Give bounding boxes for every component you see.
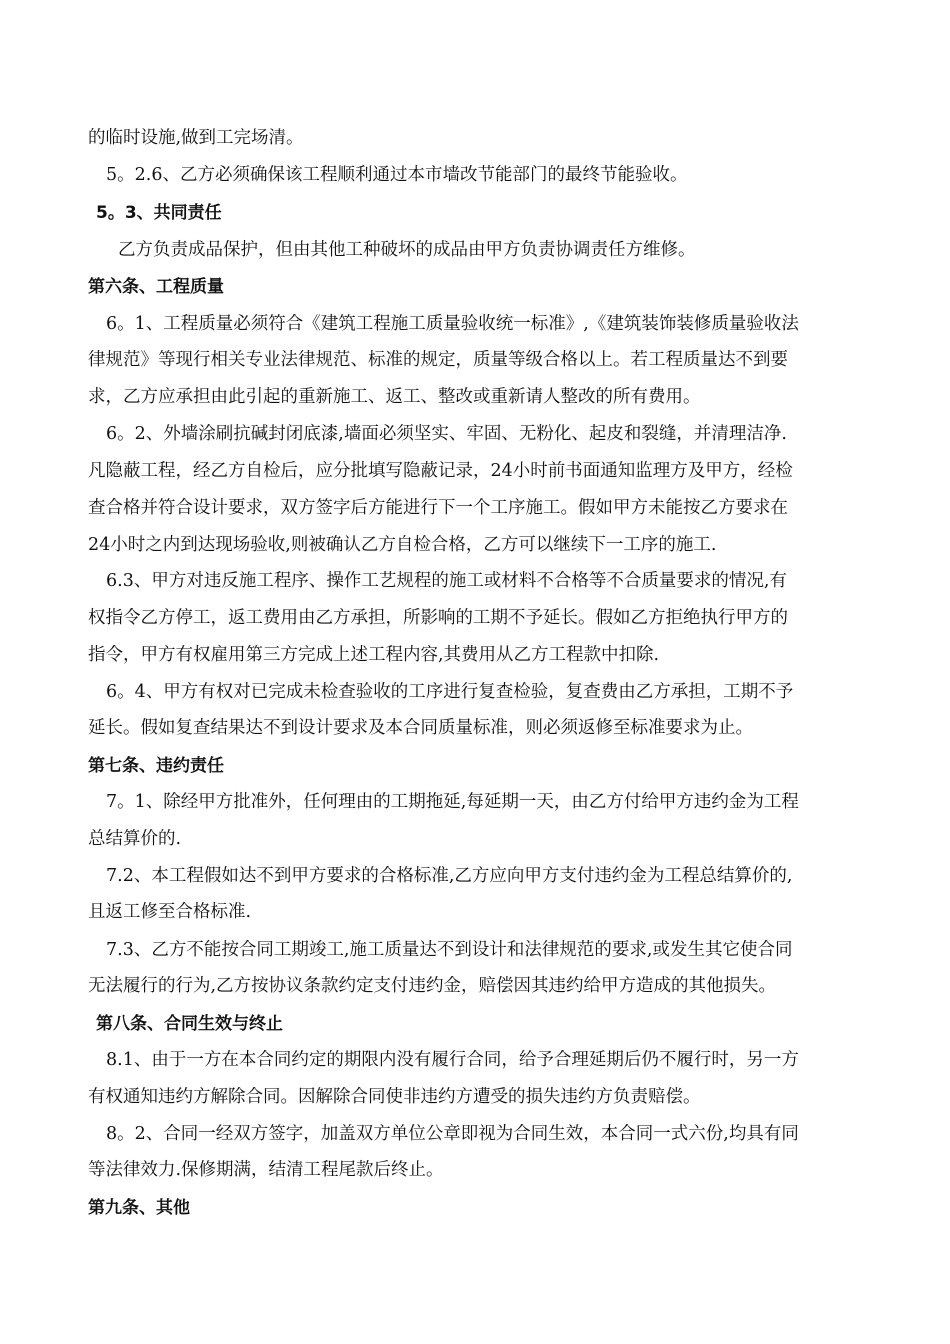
text-line: 等法律效力.保修期满，结清工程尾款后终止。	[88, 1160, 444, 1180]
text-line: 24小时之内到达现场验收,则被确认乙方自检合格，乙方可以继续下一工序的施工.	[88, 535, 717, 555]
text-line: 凡隐蔽工程，经乙方自检后，应分批填写隐蔽记录，24小时前书面通知监理方及甲方，经检	[88, 461, 793, 481]
text-line: 无法履行的行为,乙方按协议条款约定支付违约金，赔偿因其违约给甲方造成的其他损失。	[88, 976, 777, 996]
text-line: 总结算价的.	[88, 829, 182, 849]
heading-article-6: 第六条、工程质量	[88, 277, 224, 297]
clause-6-1: 6。1、工程质量必须符合《建筑工程施工质量验收统一标准》,《建筑装饰装修质量验收法	[106, 314, 799, 334]
text-line: 的临时设施,做到工完场清。	[88, 128, 304, 148]
text-line: 有权通知违约方解除合同。因解除合同使非违约方遭受的损失违约方负责赔偿。	[88, 1087, 701, 1107]
heading-article-8: 第八条、合同生效与终止	[96, 1014, 283, 1034]
text-line: 求，乙方应承担由此引起的重新施工、返工、整改或重新请人整改的所有费用。	[88, 387, 701, 407]
clause-7-2: 7.2、本工程假如达不到甲方要求的合格标准,乙方应向甲方支付违约金为工程总结算价的,	[106, 866, 793, 886]
text-line: 且返工修至合格标准.	[88, 902, 252, 922]
text-line: 律规范》等现行相关专业法律规范、标准的规定，质量等级合格以上。若工程质量达不到要	[88, 350, 788, 370]
text-line: 延长。假如复查结果达不到设计要求及本合同质量标准，则必须返修至标准要求为止。	[88, 718, 753, 738]
clause-6-4: 6。4、甲方有权对已完成未检查验收的工序进行复查检验，复查费由乙方承担，工期不予	[106, 682, 794, 702]
text-line: 乙方负责成品保护，但由其他工种破坏的成品由甲方负责协调责任方维修。	[118, 240, 696, 260]
text-line: 查合格并符合设计要求，双方签字后方能进行下一个工序施工。假如甲方未能按乙方要求在	[88, 498, 788, 518]
text-line: 权指令乙方停工，返工费用由乙方承担，所影响的工期不予延长。假如乙方拒绝执行甲方的	[88, 608, 788, 628]
clause-8-1: 8.1、由于一方在本合同约定的期限内没有履行合同，给予合理延期后仍不履行时，另一方	[106, 1050, 799, 1070]
clause-8-2: 8。2、合同一经双方签字，加盖双方单位公章即视为合同生效，本合同一式六份,均具有同	[106, 1124, 799, 1144]
clause-5-2-6: 5。2.6、乙方必须确保该工程顺利通过本市墙改节能部门的最终节能验收。	[106, 165, 688, 185]
clause-7-3: 7.3、乙方不能按合同工期竣工,施工质量达不到设计和法律规范的要求,或发生其它使合同	[106, 940, 793, 960]
heading-5-3: 5。3、共同责任	[96, 203, 222, 223]
clause-6-2: 6。2、外墙涂刷抗碱封闭底漆,墙面必须坚实、牢固、无粉化、起皮和裂缝，并清理洁净.	[106, 424, 787, 444]
heading-article-9: 第九条、其他	[88, 1198, 190, 1218]
clause-6-3: 6.3、甲方对违反施工程序、操作工艺规程的施工或材料不合格等不合质量要求的情况,有	[106, 571, 787, 591]
heading-article-7: 第七条、违约责任	[88, 756, 224, 776]
text-line: 指令，甲方有权雇用第三方完成上述工程内容,其费用从乙方工程款中扣除.	[88, 645, 660, 665]
clause-7-1: 7。1、除经甲方批准外，任何理由的工期拖延,每延期一天，由乙方付给甲方违约金为工程	[106, 792, 799, 812]
